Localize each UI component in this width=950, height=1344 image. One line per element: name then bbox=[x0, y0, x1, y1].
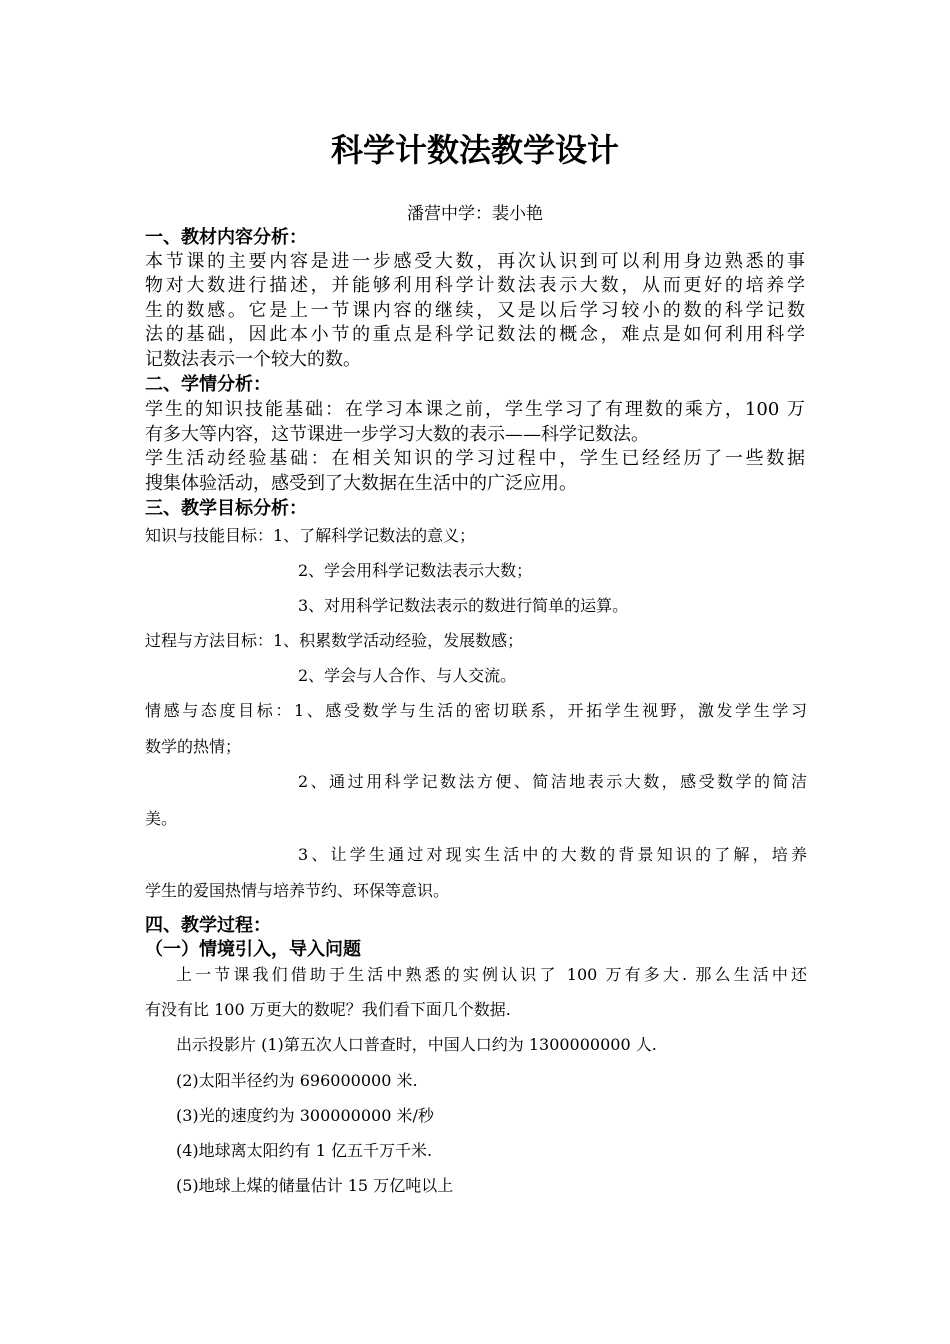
data-item: 出示投影片 (1)第五次人口普查时，中国人口约为 1300000000 人. bbox=[176, 1035, 657, 1054]
paragraph-line: 上一节课我们借助于生活中熟悉的实例认识了 100 万有多大. 那么生活中还 bbox=[176, 965, 807, 984]
objective-line: 3、让学生通过对现实生活中的大数的背景知识的了解，培养 bbox=[298, 845, 807, 864]
objective-line: 知识与技能目标：1、了解科学记数法的意义； bbox=[145, 526, 476, 545]
section-heading-2: 二、学情分析： bbox=[145, 374, 271, 395]
section-heading-3: 三、教学目标分析： bbox=[145, 498, 307, 519]
objective-line: 3、对用科学记数法表示的数进行简单的运算。 bbox=[298, 596, 629, 615]
data-item: (4)地球离太阳约有 1 亿五千万千米. bbox=[176, 1141, 433, 1160]
objective-line: 情感与态度目标：1、感受数学与生活的密切联系，开拓学生视野，激发学生学习 bbox=[145, 701, 807, 720]
paragraph-line: 学生活动经验基础：在相关知识的学习过程中，学生已经经历了一些数据 bbox=[145, 448, 805, 469]
objective-line: 2、通过用科学记数法方便、简洁地表示大数，感受数学的简洁 bbox=[298, 772, 807, 791]
paragraph-line: 法的基础，因此本小节的重点是科学记数法的概念，难点是如何利用科学 bbox=[145, 324, 805, 345]
objective-line: 2、学会与人合作、与人交流。 bbox=[298, 666, 517, 685]
data-item: (5)地球上煤的储量估计 15 万亿吨以上 bbox=[176, 1176, 454, 1195]
paragraph-line: 学生的知识技能基础：在学习本课之前，学生学习了有理数的乘方，100 万 bbox=[145, 399, 805, 420]
paragraph-line: 有没有比 100 万更大的数呢？我们看下面几个数据. bbox=[145, 1000, 511, 1019]
paragraph-line: 记数法表示一个较大的数。 bbox=[145, 349, 361, 370]
author-line: 潘营中学：裴小艳 bbox=[407, 204, 543, 224]
objective-line: 美。 bbox=[145, 809, 178, 828]
paragraph-line: 本节课的主要内容是进一步感受大数，再次认识到可以利用身边熟悉的事 bbox=[145, 251, 805, 272]
document-title: 科学计数法教学设计 bbox=[330, 131, 619, 169]
section-heading-4: 四、教学过程： bbox=[145, 915, 271, 936]
objective-line: 过程与方法目标：1、积累数学活动经验，发展数感； bbox=[145, 631, 524, 650]
paragraph-line: 生的数感。它是上一节课内容的继续，又是以后学习较小的数的科学记数 bbox=[145, 300, 805, 321]
data-item: (2)太阳半径约为 696000000 米. bbox=[176, 1071, 418, 1090]
paragraph-line: 有多大等内容，这节课进一步学习大数的表示——科学记数法。 bbox=[145, 424, 649, 445]
paragraph-line: 物对大数进行描述，并能够利用科学计数法表示大数，从而更好的培养学 bbox=[145, 275, 805, 296]
section-heading-1: 一、教材内容分析： bbox=[145, 227, 307, 248]
paragraph-line: 搜集体验活动，感受到了大数据在生活中的广泛应用。 bbox=[145, 473, 577, 494]
subsection-heading: （一）情境引入，导入问题 bbox=[145, 939, 361, 960]
objective-line: 数学的热情； bbox=[145, 737, 242, 756]
data-item: (3)光的速度约为 300000000 米/秒 bbox=[176, 1106, 434, 1125]
objective-line: 学生的爱国热情与培养节约、环保等意识。 bbox=[145, 881, 450, 900]
objective-line: 2、学会用科学记数法表示大数； bbox=[298, 561, 533, 580]
